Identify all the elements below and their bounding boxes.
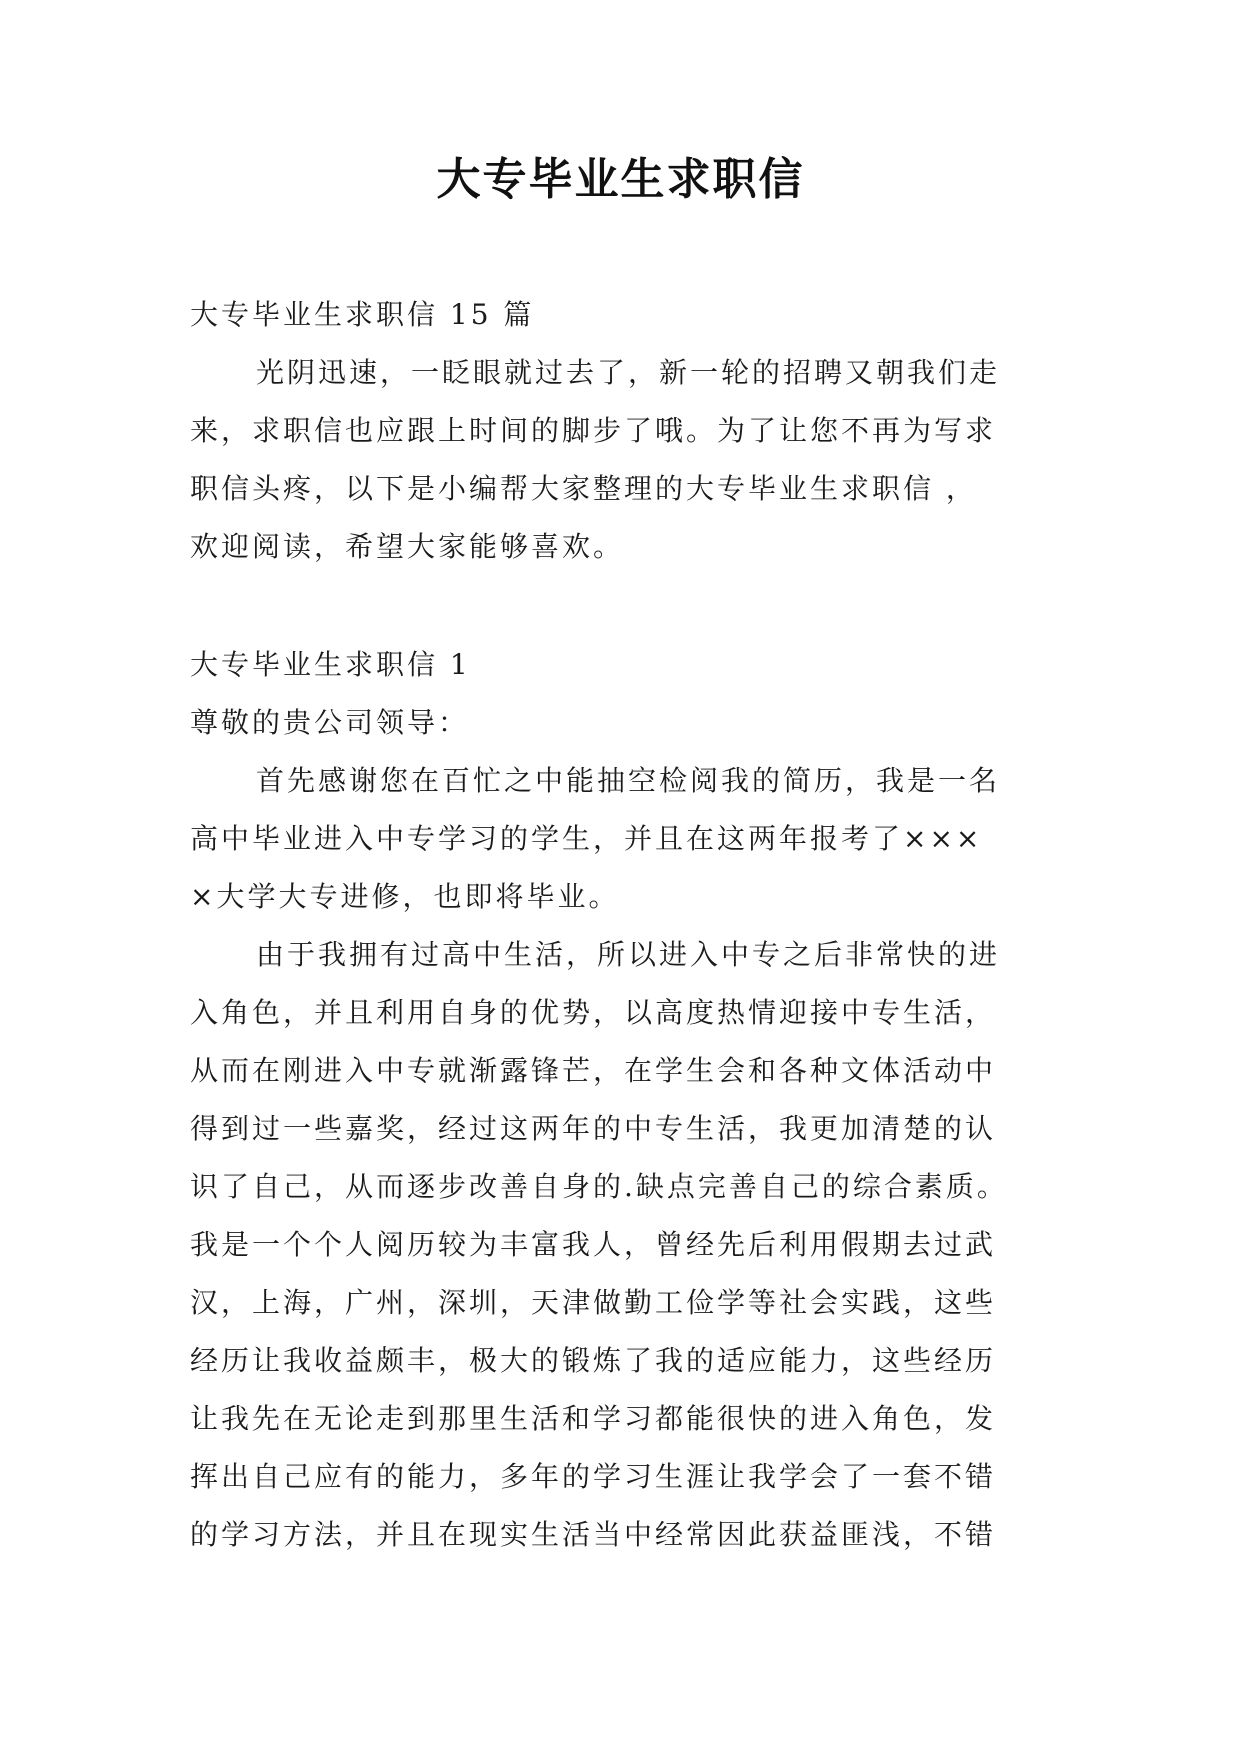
intro-line: 光阴迅速，一眨眼就过去了，新一轮的招聘又朝我们走 xyxy=(256,356,1001,389)
paragraph-line: 汉，上海，广州，深圳，天津做勤工俭学等社会实践，这些 xyxy=(190,1286,997,1319)
paragraph-line: ×大学大专进修，也即将毕业。 xyxy=(190,880,620,913)
intro-section xyxy=(190,286,1050,576)
paragraph-line: 高中毕业进入中专学习的学生，并且在这两年报考了××× xyxy=(190,822,983,855)
paragraph-line: 经历让我收益颇丰，极大的锻炼了我的适应能力，这些经历 xyxy=(190,1344,997,1377)
intro-line: 欢迎阅读，希望大家能够喜欢。 xyxy=(190,530,625,563)
paragraph-line: 入角色，并且利用自身的优势，以高度热情迎接中专生活， xyxy=(190,996,997,1029)
intro-line: 职信头疼，以下是小编帮大家整理的大专毕业生求职信 ， xyxy=(190,472,977,505)
intro-line: 来，求职信也应跟上时间的脚步了哦。为了让您不再为写求 xyxy=(190,414,997,447)
paragraph-line: 我是一个个人阅历较为丰富我人，曾经先后利用假期去过武 xyxy=(190,1228,997,1261)
paragraph-line: 从而在刚进入中专就渐露锋芒，在学生会和各种文体活动中 xyxy=(190,1054,997,1087)
paragraph-line: 挥出自己应有的能力，多年的学习生涯让我学会了一套不错 xyxy=(190,1460,997,1493)
paragraph-line: 让我先在无论走到那里生活和学习都能很快的进入角色，发 xyxy=(190,1402,997,1435)
letter-heading: 大专毕业生求职信 1 xyxy=(190,648,471,681)
paragraph-line: 首先感谢您在百忙之中能抽空检阅我的简历，我是一名 xyxy=(256,764,1001,797)
paragraph-line: 的学习方法，并且在现实生活当中经常因此获益匪浅，不错 xyxy=(190,1518,997,1551)
paragraph-line: 由于我拥有过高中生活，所以进入中专之后非常快的进 xyxy=(256,938,1001,971)
paragraph-line: 得到过一些嘉奖，经过这两年的中专生活，我更加清楚的认 xyxy=(190,1112,997,1145)
salutation: 尊敬的贵公司领导： xyxy=(190,706,470,739)
intro-heading: 大专毕业生求职信 15 篇 xyxy=(190,298,535,331)
document-title: 大专毕业生求职信 xyxy=(436,154,805,205)
paragraph-line: 识了自己，从而逐步改善自身的.缺点完善自己的综合素质。 xyxy=(190,1170,1008,1203)
letter-section xyxy=(190,636,1050,1564)
